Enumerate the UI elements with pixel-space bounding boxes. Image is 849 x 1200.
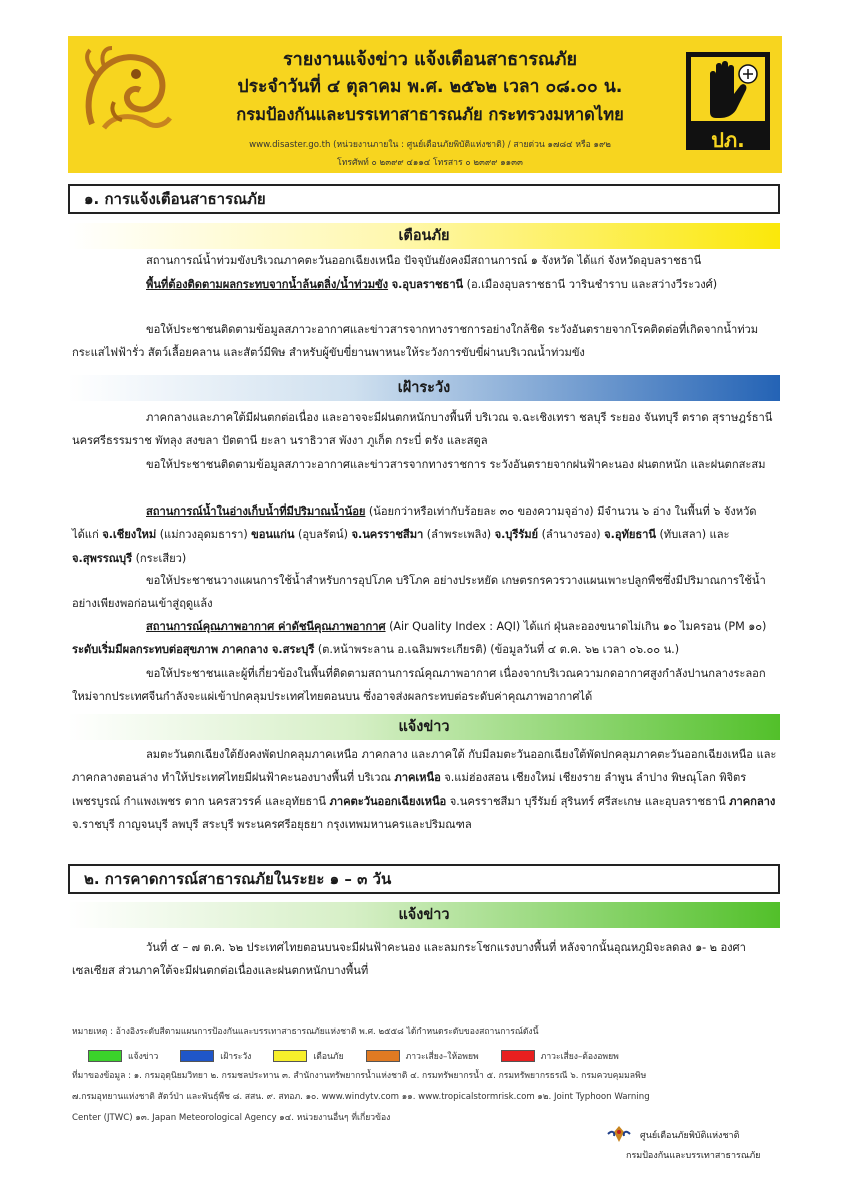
flood-watch-heading: พื้นที่ต้องติดตามผลกระทบจากน้ำล้นตลิ่ง/น้ำท่วมขัง (146, 278, 389, 291)
report-date: ประจำวันที่ ๔ ตุลาคม พ.ศ. ๒๕๖๒ เวลา ๐๘.๐๐ น. (237, 77, 623, 97)
data-sources-line-1: ที่มาของข้อมูล : ๑. กรมอุตุนิยมวิทยา ๒. กรมชลประทาน ๓. สำนักงานทรัพยากรน้ำแห่งชาติ ๔. กรมทรัพยากรน้ำ ๕. กรมทรัพยากรธรณี ๖. กรมควบคุมมลพิษ (72, 1071, 647, 1081)
contact-website-hotline: www.disaster.go.th (หน่วยงานภายใน : ศูนย์เตือนภัยพิบัติแห่งชาติ) / สายด่วน ๑๗๘๔ หรือ ๑๙๒ (249, 140, 611, 150)
center-name: ศูนย์เตือนภัยพิบัติแห่งชาติ (640, 1131, 740, 1141)
center-emblem-icon (606, 1124, 632, 1144)
legend-item: ภาวะเสี่ยง–ต้องอพยพ (501, 1049, 619, 1063)
color-level-legend (88, 1048, 641, 1064)
reservoir-paragraph: สถานการณ์น้ำในอ่างเก็บน้ำที่มีปริมาณน้ำน้อย (น้อยกว่าหรือเท่ากับร้อยละ ๓๐ ของความจุอ่าง) มีจำนวน ๖ อ่าง ในพื้นที่ ๖ จังหวัด ได้แก่ จ.เชียงใหม่ (แม่กวงอุดมธารา) ขอนแก่น (อุบลรัตน์) จ.นครราชสีมา (ลำพระเพลิง) จ.บุรีรัมย์ (ลำนางรอง) จ.อุทัยธานี (ทับเสลา) และ จ.สุพรรณบุรี (กระเสียว) (72, 505, 757, 565)
warning-band: เตือนภัย (68, 223, 780, 249)
reservoir-heading: สถานการณ์น้ำในอ่างเก็บน้ำที่มีปริมาณน้ำน้อย (146, 505, 366, 518)
legend-item: เตือนภัย (273, 1049, 343, 1063)
watch-paragraph-2: ขอให้ประชาชนติดตามข้อมูลสภาวะอากาศและข่าวสารจากทางราชการ ระวังอันตรายจากฝนฟ้าคะนอง ฝนตกหนัก และฝนตกสะสม (146, 458, 766, 471)
flood-province: จ.อุบลราชธานี (391, 278, 464, 291)
color-level-note: หมายเหตุ : อ้างอิงระดับสีตามแผนการป้องกันและบรรเทาสาธารณภัยแห่งชาติ พ.ศ. ๒๕๕๘ ได้กำหนดระดับของสถานการณ์ดังนี้ (72, 1027, 539, 1037)
news-paragraph-1: ลมตะวันตกเฉียงใต้ยังคงพัดปกคลุมภาคเหนือ ภาคกลาง และภาคใต้ กับมีลมตะวันออกเฉียงใต้พัดปกคลุมภาคตะวันออกเฉียงเหนือ และภาคกลางตอนล่าง ทำให้ประเทศไทยมีฝนฟ้าคะนองบางพื้นที่ บริเวณ ภาคเหนือ จ.แม่ฮ่องสอน เชียงใหม่ เชียงราย ลำพูน ลำปาง พิษณุโลก พิจิตร เพชรบูรณ์ กำแพงเพชร ตาก นครสวรรค์ และอุทัยธานี ภาคตะวันออกเฉียงเหนือ จ.นครราชสีมา บุรีรัมย์ สุรินทร์ ศรีสะเกษ และอุบลราชธานี ภาคกลาง จ.ราชบุรี กาญจนบุรี ลพบุรี สระบุรี พระนครศรีอยุธยา กรุงเทพมหานครและปริมณฑล (72, 748, 777, 832)
air-quality-heading: สถานการณ์คุณภาพอากาศ ค่าดัชนีคุณภาพอากาศ (146, 620, 386, 633)
department-footer-name: กรมป้องกันและบรรเทาสาธารณภัย (626, 1151, 761, 1161)
legend-swatch (180, 1050, 214, 1062)
dpm-logo-text: ปภ. (711, 128, 745, 152)
watch-band: เฝ้าระวัง (68, 375, 780, 401)
legend-item: แจ้งข่าว (88, 1049, 158, 1063)
legend-item: เฝ้าระวัง (180, 1049, 251, 1063)
news-band: แจ้งข่าว (68, 714, 780, 740)
air-quality-advice-paragraph: ขอให้ประชาชนและผู้ที่เกี่ยวข้องในพื้นที่ติดตามสถานการณ์คุณภาพอากาศ เนื่องจากบริเวณความกดอากาศสูงกำลังปานกลางระลอกใหม่จากประเทศจีนกำลังจะแผ่เข้าปกคลุมประเทศไทยตอนบน ซึ่งอาจส่งผลกระทบต่อระดับค่าคุณภาพอากาศได้ (72, 667, 766, 704)
watch-paragraph-1: ภาคกลางและภาคใต้มีฝนตกต่อเนื่อง และอาจจะมีฝนตกหนักบางพื้นที่ บริเวณ จ.ฉะเชิงเทรา ชลบุรี ระยอง จันทบุรี ตราด สุราษฎร์ธานี นครศรีธรรมราช พัทลุง สงขลา ปัตตานี ยะลา นราธิวาส พังงา ภูเก็ต กระบี่ ตรัง และสตูล (72, 411, 773, 448)
data-sources-line-3: Center (JTWC) ๑๓. Japan Meteorological Agency ๑๔. หน่วยงานอื่นๆ ที่เกี่ยวข้อง (72, 1113, 391, 1123)
forecast-paragraph: วันที่ ๕ – ๗ ต.ค. ๖๒ ประเทศไทยตอนบนจะมีฝนฟ้าคะนอง และลมกระโชกแรงบางพื้นที่ หลังจากนั้นอุณหภูมิจะลดลง ๑- ๒ องศาเซลเซียส ส่วนภาคใต้จะมีฝนตกต่อเนื่องและฝนตกหนักบางพื้นที่ (72, 941, 746, 978)
ministry-emblem-icon (74, 44, 180, 142)
warning-paragraph-1: สถานการณ์น้ำท่วมขังบริเวณภาคตะวันออกเฉียงเหนือ ปัจจุบันยังคงมีสถานการณ์ ๑ จังหวัด ได้แก่ จังหวัดอุบลราชธานี (146, 254, 702, 267)
contact-phone-fax: โทรศัพท์ ๐ ๒๓๙๙ ๔๑๑๔ โทรสาร ๐ ๒๓๙๙ ๑๑๓๓ (337, 158, 523, 168)
legend-swatch (366, 1050, 400, 1062)
section2-title: ๒. การคาดการณ์สาธารณภัยในระยะ ๑ – ๓ วัน (68, 864, 780, 894)
legend-swatch (501, 1050, 535, 1062)
warning-paragraph-3: ขอให้ประชาชนติดตามข้อมูลสภาวะอากาศและข่าวสารจากทางราชการอย่างใกล้ชิด ระวังอันตรายจากโรคติดต่อที่เกิดจากน้ำท่วม กระแสไฟฟ้ารั่ว สัตว์เลื้อยคลาน และสัตว์มีพิษ สำหรับผู้ขับขี่ยานพาหนะให้ระวังการขับขี่ผ่านบริเวณน้ำท่วมขัง (72, 323, 759, 360)
department-name: กรมป้องกันและบรรเทาสาธารณภัย กระทรวงมหาดไทย (236, 105, 624, 124)
water-use-paragraph: ขอให้ประชาชนวางแผนการใช้น้ำสำหรับการอุปโภค บริโภค อย่างประหยัด เกษตรกรควรวางแผนเพาะปลูกพืชซึ่งมีปริมาณการใช้น้ำอย่างเพียงพอก่อนเข้าสู่ฤดูแล้ง (72, 574, 766, 611)
legend-swatch (273, 1050, 307, 1062)
forecast-news-band: แจ้งข่าว (68, 902, 780, 928)
warning-paragraph-2: พื้นที่ต้องติดตามผลกระทบจากน้ำล้นตลิ่ง/น้ำท่วมขัง จ.อุบลราชธานี (อ.เมืองอุบลราชธานี วารินชำราบ และสว่างวีระวงศ์) (146, 278, 718, 291)
legend-item: ภาวะเสี่ยง–ให้อพยพ (366, 1049, 479, 1063)
legend-swatch (88, 1050, 122, 1062)
data-sources-line-2: ๗.กรมอุทยานแห่งชาติ สัตว์ป่า และพันธุ์พืช ๘. สสน. ๙. สทอภ. ๑๐. www.windytv.com ๑๑. www.tropicalstormrisk.com ๑๒. Joint Typhoon Warning (72, 1092, 650, 1102)
section1-title: ๑. การแจ้งเตือนสาธารณภัย (68, 184, 780, 214)
air-quality-paragraph: สถานการณ์คุณภาพอากาศ ค่าดัชนีคุณภาพอากาศ (Air Quality Index : AQI) ได้แก่ ฝุ่นละอองขนาดไม่เกิน ๑๐ ไมครอน (PM ๑๐) ระดับเริ่มมีผลกระทบต่อสุขภาพ ภาคกลาง จ.สระบุรี (ต.หน้าพระลาน อ.เฉลิมพระเกียรติ) (ข้อมูลวันที่ ๔ ต.ค. ๖๒ เวลา ๐๖.๐๐ น.) (72, 620, 767, 657)
report-title: รายงานแจ้งข่าว แจ้งเตือนสาธารณภัย (282, 49, 578, 70)
